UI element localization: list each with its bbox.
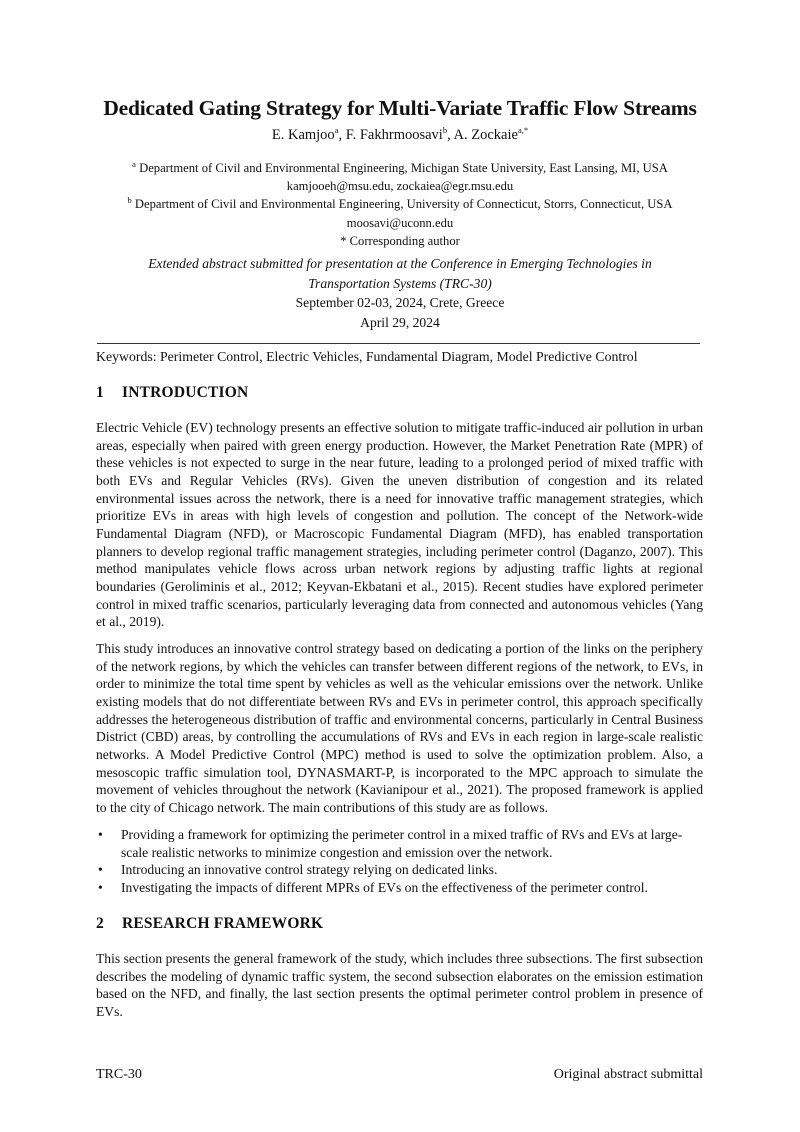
- section-heading-research-framework: [96, 915, 323, 933]
- list-item-text: Introducing an innovative control strategy relying on dedicated links.: [121, 862, 498, 878]
- affiliation-emails: moosavi@uconn.edu: [346, 215, 454, 230]
- affiliation-mark: b: [127, 195, 132, 206]
- affiliation-text: Department of Civil and Environmental Engineering, Michigan State University, East Lansing, MI, USA: [139, 161, 668, 175]
- affiliation-mark: a: [132, 158, 136, 169]
- list-item: [96, 861, 703, 879]
- author-affil-mark: b: [442, 125, 448, 136]
- author-affil-mark: a: [334, 125, 339, 136]
- author-name: A. Zockaie: [453, 127, 518, 143]
- bullet-icon: •: [98, 879, 103, 895]
- keywords: Keywords: Perimeter Control, Electric Vehicles, Fundamental Diagram, Model Predictive Control: [96, 349, 638, 364]
- paper-title: Dedicated Gating Strategy for Multi-Variate Traffic Flow Streams: [103, 96, 697, 120]
- section-title: INTRODUCTION: [122, 384, 249, 401]
- section-number: 2: [96, 915, 104, 932]
- author-affil-mark: a,*: [517, 125, 529, 136]
- corresponding-note: * Corresponding author: [340, 233, 460, 248]
- conference-info: [90, 254, 710, 332]
- author-list: E. Kamjoo$^a$, F. Fakhrmoosavi$^b$, A. Zockaie$^{a,*}$: [271, 125, 529, 143]
- affiliation-a: [60, 159, 740, 177]
- bullet-icon: •: [98, 827, 103, 842]
- contributions-list: [96, 826, 703, 897]
- header-divider: [97, 343, 700, 344]
- affiliation-b: [60, 195, 740, 213]
- list-item: [96, 826, 703, 861]
- footer-submittal: Original abstract submittal: [553, 1067, 703, 1082]
- conference-dates: September 02-03, 2024, Crete, Greece: [295, 295, 505, 311]
- footer-conference: TRC-30: [96, 1067, 142, 1082]
- affiliations: [60, 159, 740, 250]
- list-item-text: Investigating the impacts of different MPRs of EVs on the effectiveness of the perimeter control.: [121, 879, 648, 895]
- affiliation-emails: kamjooeh@msu.edu, zockaiea@egr.msu.edu: [286, 179, 514, 194]
- intro-paragraph-1: Electric Vehicle (EV) technology presents an effective solution to mitigate traffic-induced air pollution in urban areas, especially when paired with green energy production. However, the Market Penetration Rate (MPR) of these vehicles is not expected to surge in the near future, leading to a prolonged period of mixed traffic with both EVs and Regular Vehicles (RVs). Given the uneven distribution of congestion and its related environmental issues across the network, there is a need for innovative traffic management strategies, which prioritize EVs in areas with high levels of congestion and pollution. The concept of the Network-wide Fundamental Diagram (NFD), or Macroscopic Fundamental Diagram (MFD), has enabled transportation planners to develop regional traffic management strategies, including perimeter control (Daganzo, 2007). This method manipulates vehicle flows across urban network regions by adjusting traffic lights at regional boundaries (Geroliminis et al., 2012; Keyvan-Ekbatani et al., 2015). Recent studies have explored perimeter control in mixed traffic scenarios, particularly leveraging data from connected and autonomous vehicles (Yang et al., 2019).: [96, 420, 703, 630]
- section-heading-introduction: [96, 384, 248, 402]
- conference-line: Extended abstract submitted for presentation at the Conference in Emerging Technologies in: [148, 256, 652, 271]
- section-title: RESEARCH FRAMEWORK: [122, 915, 324, 932]
- submission-date: April 29, 2024: [360, 314, 440, 330]
- author-name: E. Kamjoo: [271, 127, 335, 143]
- list-item: [96, 879, 703, 897]
- author-name: F. Fakhrmoosavi: [345, 127, 443, 143]
- affiliation-text: Department of Civil and Environmental Engineering, University of Connecticut, Storrs, Connecticut, USA: [134, 197, 673, 212]
- conference-line: Transportation Systems (TRC-30): [308, 275, 492, 291]
- list-item-text: Providing a framework for optimizing the perimeter control in a mixed traffic of RVs and EVs at large-scale realistic networks to minimize congestion and emission over the network.: [121, 827, 683, 860]
- intro-paragraph-2: This study introduces an innovative control strategy based on dedicating a portion of the links on the periphery of the network regions, by which the vehicles can transfer between different regions of the network, to EVs, in order to minimize the total time spent by vehicles as well as the vehicular emissions over the network. Unlike existing models that do not differentiate between RVs and EVs in perimeter control, this approach specifically addresses the heterogeneous distribution of traffic and environmental concerns, particularly in Central Business District (CBD) areas, by controlling the accumulations of RVs and EVs in each region in large-scale realistic networks. A Model Predictive Control (MPC) method is used to solve the optimization problem. Also, a mesoscopic traffic simulation tool, DYNASMART-P, is incorporated to the MPC approach to simulate the movement of vehicles throughout the network (Kavianipour et al., 2021). The proposed framework is applied to the city of Chicago network. The main contributions of this study are as follows.: [96, 641, 703, 815]
- framework-paragraph-1: This section presents the general framework of the study, which includes three subsections. The first subsection describes the modeling of dynamic traffic system, the second subsection elaborates on the emission estimation based on the NFD, and finally, the last section presents the optimal perimeter control problem in presence of EVs.: [96, 951, 703, 1019]
- bullet-icon: •: [98, 862, 103, 878]
- section-number: 1: [96, 384, 104, 401]
